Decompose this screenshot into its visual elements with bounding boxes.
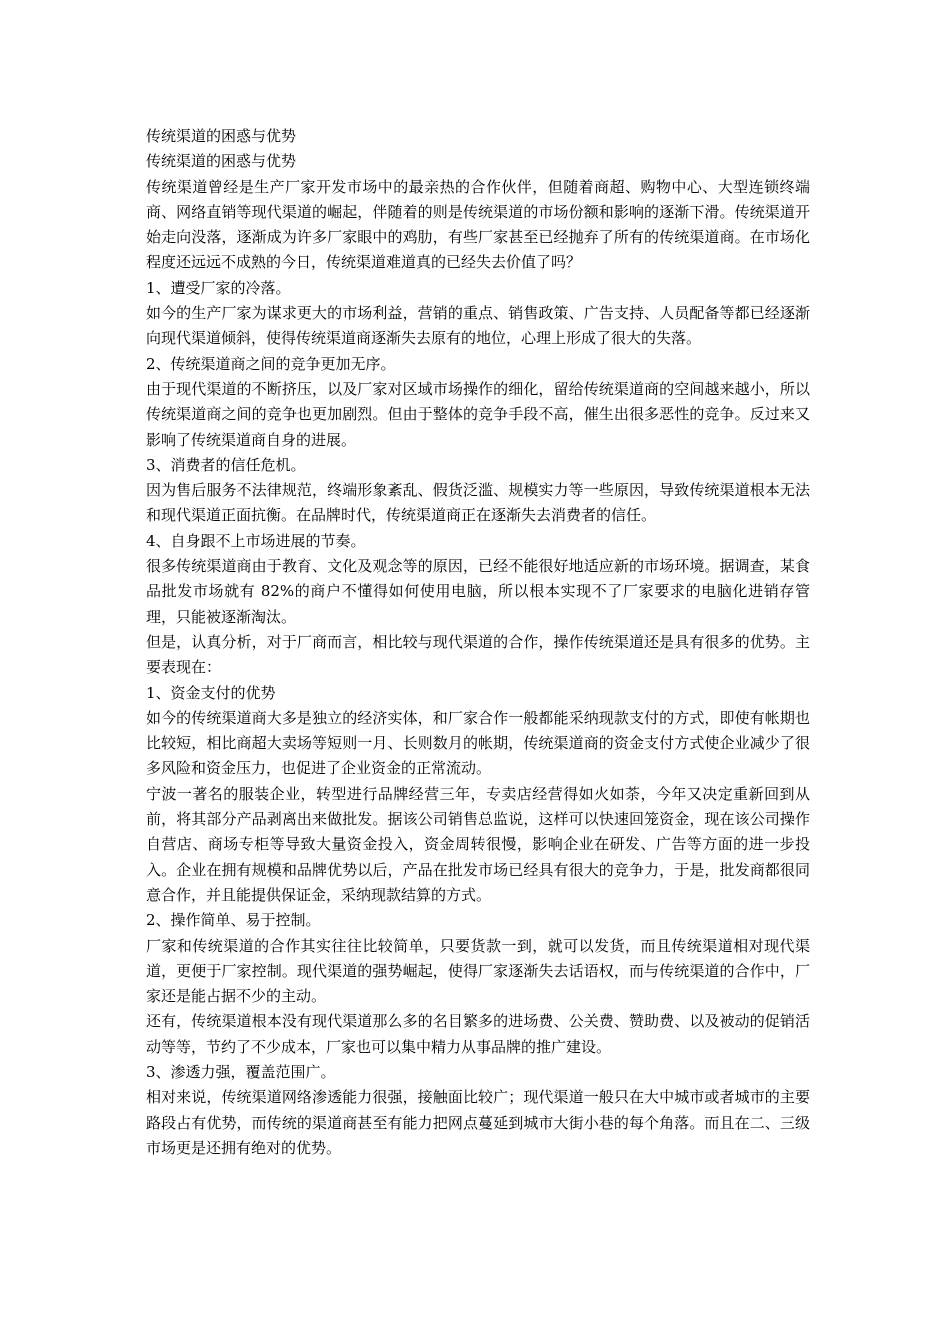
heading-point-3: 3、消费者的信任危机。 — [146, 455, 306, 474]
paragraph-advantage-2-cost: 还有，传统渠道根本没有现代渠道那么多的名目繁多的进场费、公关费、赞助费、以及被动的促销活动等等，节约了不少成本，厂家也可以集中精力从事品牌的推广建设。 — [146, 1012, 810, 1056]
paragraph-advantage-2: 厂家和传统渠道的合作其实往往比较简单，只要货款一到，就可以发货，而且传统渠道相对现代渠道，更便于厂家控制。现代渠道的强势崛起，使得厂家逐渐失去话语权，而与传统渠道的合作中，厂家还是能占据不少的主动。 — [146, 936, 810, 1006]
paragraph-point-1: 如今的生产厂家为谋求更大的市场利益，营销的重点、销售政策、广告支持、人员配备等都已经逐渐向现代渠道倾斜，使得传统渠道商逐渐失去原有的地位，心理上形成了很大的失落。 — [146, 304, 810, 348]
heading-advantage-2: 2、操作简单、易于控制。 — [146, 911, 321, 930]
heading-point-4: 4、自身跟不上市场进展的节奏。 — [146, 531, 366, 550]
heading-advantage-1: 1、资金支付的优势 — [146, 683, 276, 702]
paragraph-point-4: 很多传统渠道商由于教育、文化及观念等的原因，已经不能很好地适应新的市场环境。据调查，某食品批发市场就有 82%的商户不懂得如何使用电脑，所以根本实现不了厂家要求的电脑化进销存管理，只能被逐渐淘汰。 — [146, 557, 810, 626]
paragraph-intro: 传统渠道曾经是生产厂家开发市场中的最亲热的合作伙伴，但随着商超、购物中心、大型连锁终端商、网络直销等现代渠道的崛起，伴随着的则是传统渠道的市场份额和影响的逐渐下滑。传统渠道开始走向没落，逐渐成为许多厂家眼中的鸡肋，有些厂家甚至已经抛弃了所有的传统渠道商。在市场化程度还远远不成熟的今日，传统渠道难道真的已经失去价值了吗？ — [146, 177, 810, 272]
paragraph-transition: 但是，认真分析，对于厂商而言，相比较与现代渠道的合作，操作传统渠道还是具有很多的优势。主要表现在： — [146, 632, 810, 677]
paragraph-advantage-1-example: 宁波一著名的服装企业，转型进行品牌经营三年，专卖店经营得如火如荼，今年又决定重新回到从前，将其部分产品剥离出来做批发。据该公司销售总监说，这样可以快速回笼资金，现在该公司操作自营店、商场专柜等导致大量资金投入，资金周转很慢，影响企业在研发、广告等方面的进一步投入。企业在拥有规模和品牌优势以后，产品在批发市场已经具有很大的竞争力，于是，批发商都很同意合作，并且能提供保证金，采纳现款结算的方式。 — [146, 784, 810, 904]
paragraph-point-3: 因为售后服务不法律规范，终端形象紊乱、假货泛滥、规模实力等一些原因，导致传统渠道根本无法和现代渠道正面抗衡。在品牌时代，传统渠道商正在逐渐失去消费者的信任。 — [146, 481, 810, 525]
document-title: 传统渠道的困惑与优势 — [146, 127, 297, 145]
paragraph-advantage-3: 相对来说，传统渠道网络渗透能力很强，接触面比较广；现代渠道一般只在大中城市或者城市的主要路段占有优势，而传统的渠道商甚至有能力把网点蔓延到城市大街小巷的每个角落。而且在二、三级市场更是还拥有绝对的优势。 — [146, 1088, 810, 1157]
document-subtitle: 传统渠道的困惑与优势 — [146, 152, 297, 171]
heading-point-2: 2、传统渠道商之间的竞争更加无序。 — [146, 354, 396, 373]
heading-point-1: 1、遭受厂家的冷落。 — [146, 278, 291, 297]
document-body — [146, 124, 810, 1161]
paragraph-advantage-1: 如今的传统渠道商大多是独立的经济实体，和厂家合作一般都能采纳现款支付的方式，即使有帐期也比较短，相比商超大卖场等短则一月、长则数月的帐期，传统渠道商的资金支付方式使企业减少了很多风险和资金压力，也促进了企业资金的正常流动。 — [146, 708, 810, 778]
paragraph-point-2: 由于现代渠道的不断挤压，以及厂家对区域市场操作的细化，留给传统渠道商的空间越来越小，所以传统渠道商之间的竞争也更加剧烈。但由于整体的竞争手段不高，催生出很多恶性的竞争。反过来又影响了传统渠道商自身的进展。 — [146, 379, 810, 449]
heading-advantage-3: 3、渗透力强，覆盖范围广。 — [146, 1062, 336, 1081]
